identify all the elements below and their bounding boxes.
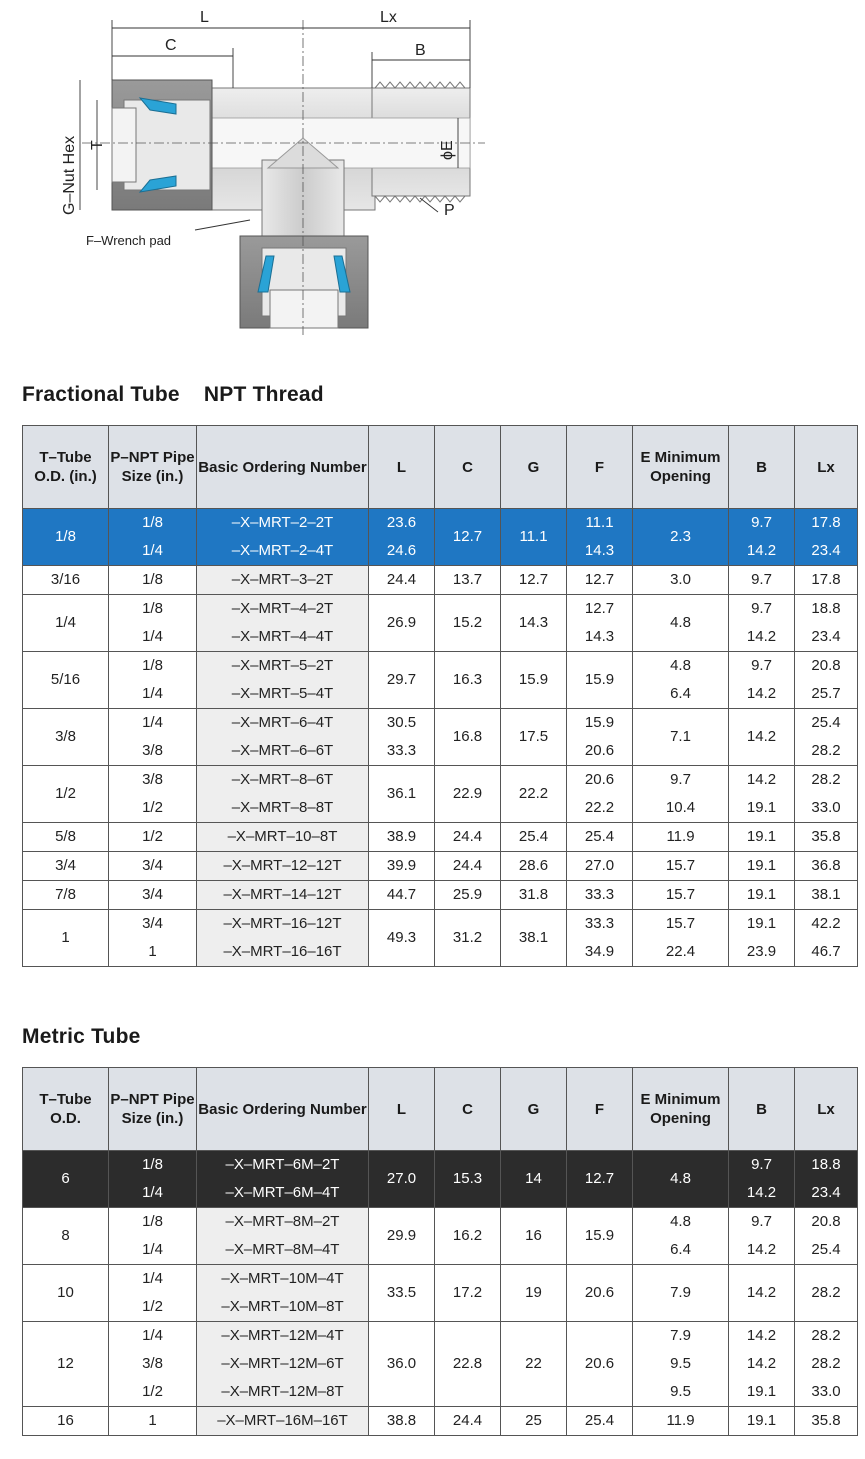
label-B: B — [415, 42, 426, 59]
fractional-table — [22, 425, 858, 967]
cell-g: 12.7 — [501, 566, 567, 595]
cell-g: 25 — [501, 1407, 567, 1436]
cell-f: 33.3 — [567, 881, 633, 910]
cell-t: 8 — [23, 1208, 109, 1265]
cell-ord: –X–MRT–8M–2T –X–MRT–8M–4T — [197, 1208, 369, 1265]
table-row — [23, 509, 858, 566]
header-b: B — [729, 1068, 795, 1151]
cell-ord: –X–MRT–4–2T –X–MRT–4–4T — [197, 595, 369, 652]
cell-f: 12.7 — [567, 566, 633, 595]
cell-lx: 28.2 — [795, 1265, 858, 1322]
cell-c: 13.7 — [435, 566, 501, 595]
cell-g: 31.8 — [501, 881, 567, 910]
cell-g: 38.1 — [501, 910, 567, 967]
cell-g: 22.2 — [501, 766, 567, 823]
cell-p: 1/8 1/4 — [109, 652, 197, 709]
cell-ord: –X–MRT–10–8T — [197, 823, 369, 852]
cell-l: 30.5 33.3 — [369, 709, 435, 766]
cell-l: 38.8 — [369, 1407, 435, 1436]
cell-e: 2.3 — [633, 509, 729, 566]
cell-e: 7.9 9.5 9.5 — [633, 1322, 729, 1407]
table-row — [23, 595, 858, 652]
header-t: T–Tube O.D. (in.) — [23, 426, 109, 509]
cell-p: 1/8 1/4 — [109, 595, 197, 652]
header-g: G — [501, 426, 567, 509]
table-row — [23, 1407, 858, 1436]
cell-f: 15.9 20.6 — [567, 709, 633, 766]
cell-g: 22 — [501, 1322, 567, 1407]
label-P: P — [444, 202, 455, 219]
header-p: P–NPT Pipe Size (in.) — [109, 426, 197, 509]
cell-f: 12.7 14.3 — [567, 595, 633, 652]
cell-l: 29.9 — [369, 1208, 435, 1265]
metric-title: Metric Tube — [22, 1025, 141, 1048]
table-row — [23, 652, 858, 709]
cell-ord: –X–MRT–10M–4T –X–MRT–10M–8T — [197, 1265, 369, 1322]
cell-l: 44.7 — [369, 881, 435, 910]
cell-t: 3/4 — [23, 852, 109, 881]
cell-f: 15.9 — [567, 652, 633, 709]
cell-p: 1/4 1/2 — [109, 1265, 197, 1322]
cell-l: 39.9 — [369, 852, 435, 881]
cell-ord: –X–MRT–16–12T –X–MRT–16–16T — [197, 910, 369, 967]
cell-f: 11.1 14.3 — [567, 509, 633, 566]
table-row — [23, 1265, 858, 1322]
cell-t: 1/4 — [23, 595, 109, 652]
cell-ord: –X–MRT–5–2T –X–MRT–5–4T — [197, 652, 369, 709]
cell-ord: –X–MRT–6–4T –X–MRT–6–6T — [197, 709, 369, 766]
cell-p: 1/4 3/8 — [109, 709, 197, 766]
cell-e: 7.9 — [633, 1265, 729, 1322]
table-row — [23, 1151, 858, 1208]
table-row — [23, 910, 858, 967]
cell-g: 16 — [501, 1208, 567, 1265]
cell-c: 22.9 — [435, 766, 501, 823]
cell-lx: 18.8 23.4 — [795, 595, 858, 652]
cell-p: 1/8 1/4 — [109, 1151, 197, 1208]
table-row — [23, 709, 858, 766]
cell-b: 9.7 14.2 — [729, 1151, 795, 1208]
cell-f: 20.6 22.2 — [567, 766, 633, 823]
cell-t: 10 — [23, 1265, 109, 1322]
table-row — [23, 823, 858, 852]
cell-e: 15.7 — [633, 881, 729, 910]
cell-l: 27.0 — [369, 1151, 435, 1208]
cell-b: 14.2 — [729, 709, 795, 766]
cell-b: 9.7 — [729, 566, 795, 595]
fitting-body — [112, 80, 470, 328]
cell-p: 1/2 — [109, 823, 197, 852]
cell-ord: –X–MRT–6M–2T –X–MRT–6M–4T — [197, 1151, 369, 1208]
header-c: C — [435, 1068, 501, 1151]
cell-l: 26.9 — [369, 595, 435, 652]
label-C: C — [165, 37, 177, 54]
cell-lx: 25.4 28.2 — [795, 709, 858, 766]
cell-l: 38.9 — [369, 823, 435, 852]
cell-g: 25.4 — [501, 823, 567, 852]
cell-t: 1/2 — [23, 766, 109, 823]
cell-f: 20.6 — [567, 1265, 633, 1322]
cell-lx: 20.8 25.4 — [795, 1208, 858, 1265]
cell-f: 25.4 — [567, 823, 633, 852]
header-c: C — [435, 426, 501, 509]
header-ord: Basic Ordering Number — [197, 1068, 369, 1151]
label-E: ϕE — [439, 140, 456, 160]
cell-b: 19.1 — [729, 881, 795, 910]
cell-c: 25.9 — [435, 881, 501, 910]
cell-c: 17.2 — [435, 1265, 501, 1322]
cell-ord: –X–MRT–3–2T — [197, 566, 369, 595]
cell-p: 3/4 — [109, 852, 197, 881]
cell-e: 9.7 10.4 — [633, 766, 729, 823]
cell-f: 27.0 — [567, 852, 633, 881]
cell-c: 31.2 — [435, 910, 501, 967]
table-row — [23, 852, 858, 881]
header-l: L — [369, 1068, 435, 1151]
header-b: B — [729, 426, 795, 509]
fitting-diagram — [0, 0, 520, 345]
label-G: G–Nut Hex — [61, 135, 78, 215]
cell-b: 9.7 14.2 — [729, 652, 795, 709]
label-T: T — [89, 140, 106, 150]
table-row — [23, 1322, 858, 1407]
cell-b: 14.2 19.1 — [729, 766, 795, 823]
cell-lx: 35.8 — [795, 823, 858, 852]
table-row — [23, 766, 858, 823]
cell-b: 9.7 14.2 — [729, 1208, 795, 1265]
cell-lx: 42.2 46.7 — [795, 910, 858, 967]
cell-b: 9.7 14.2 — [729, 509, 795, 566]
cell-b: 19.1 — [729, 823, 795, 852]
cell-g: 14.3 — [501, 595, 567, 652]
header-f: F — [567, 426, 633, 509]
cell-g: 11.1 — [501, 509, 567, 566]
cell-e: 4.8 6.4 — [633, 652, 729, 709]
cell-b: 19.1 — [729, 1407, 795, 1436]
cell-g: 15.9 — [501, 652, 567, 709]
cell-lx: 17.8 23.4 — [795, 509, 858, 566]
cell-e: 11.9 — [633, 1407, 729, 1436]
header-g: G — [501, 1068, 567, 1151]
label-F: F–Wrench pad — [86, 233, 172, 248]
cell-g: 17.5 — [501, 709, 567, 766]
cell-e: 3.0 — [633, 566, 729, 595]
cell-lx: 36.8 — [795, 852, 858, 881]
cell-lx: 18.8 23.4 — [795, 1151, 858, 1208]
cell-ord: –X–MRT–2–2T –X–MRT–2–4T — [197, 509, 369, 566]
cell-ord: –X–MRT–16M–16T — [197, 1407, 369, 1436]
fractional-title: Fractional Tube NPT Thread — [22, 383, 324, 406]
cell-ord: –X–MRT–12M–4T –X–MRT–12M–6T –X–MRT–12M–8T — [197, 1322, 369, 1407]
cell-c: 16.3 — [435, 652, 501, 709]
cell-p: 1/8 — [109, 566, 197, 595]
header-lx: Lx — [795, 1068, 858, 1151]
header-e: E Minimum Opening — [633, 426, 729, 509]
cell-lx: 28.2 28.2 33.0 — [795, 1322, 858, 1407]
header-ord: Basic Ordering Number — [197, 426, 369, 509]
cell-t: 1/8 — [23, 509, 109, 566]
cell-t: 16 — [23, 1407, 109, 1436]
cell-t: 3/16 — [23, 566, 109, 595]
cell-e: 15.7 — [633, 852, 729, 881]
cell-lx: 20.8 25.7 — [795, 652, 858, 709]
cell-b: 14.2 14.2 19.1 — [729, 1322, 795, 1407]
cell-l: 36.1 — [369, 766, 435, 823]
cell-t: 12 — [23, 1322, 109, 1407]
cell-f: 33.3 34.9 — [567, 910, 633, 967]
cell-l: 23.6 24.6 — [369, 509, 435, 566]
cell-f: 25.4 — [567, 1407, 633, 1436]
cell-t: 6 — [23, 1151, 109, 1208]
cell-g: 14 — [501, 1151, 567, 1208]
cell-e: 7.1 — [633, 709, 729, 766]
cell-e: 11.9 — [633, 823, 729, 852]
cell-b: 14.2 — [729, 1265, 795, 1322]
cell-l: 24.4 — [369, 566, 435, 595]
cell-ord: –X–MRT–14–12T — [197, 881, 369, 910]
cell-c: 22.8 — [435, 1322, 501, 1407]
cell-p: 1 — [109, 1407, 197, 1436]
cell-b: 19.1 23.9 — [729, 910, 795, 967]
cell-p: 3/4 1 — [109, 910, 197, 967]
cell-g: 19 — [501, 1265, 567, 1322]
header-lx: Lx — [795, 426, 858, 509]
table-row — [23, 881, 858, 910]
cell-ord: –X–MRT–12–12T — [197, 852, 369, 881]
cell-lx: 17.8 — [795, 566, 858, 595]
cell-p: 1/8 1/4 — [109, 1208, 197, 1265]
header-p: P–NPT Pipe Size (in.) — [109, 1068, 197, 1151]
cell-l: 33.5 — [369, 1265, 435, 1322]
cell-lx: 38.1 — [795, 881, 858, 910]
label-L: L — [200, 9, 209, 26]
label-Lx: Lx — [380, 9, 397, 26]
cell-e: 4.8 — [633, 1151, 729, 1208]
cell-c: 16.8 — [435, 709, 501, 766]
cell-e: 4.8 6.4 — [633, 1208, 729, 1265]
cell-c: 24.4 — [435, 852, 501, 881]
cell-c: 15.2 — [435, 595, 501, 652]
header-e: E Minimum Opening — [633, 1068, 729, 1151]
cell-ord: –X–MRT–8–6T –X–MRT–8–8T — [197, 766, 369, 823]
table-row — [23, 1208, 858, 1265]
cell-p: 1/4 3/8 1/2 — [109, 1322, 197, 1407]
table-row — [23, 566, 858, 595]
header-f: F — [567, 1068, 633, 1151]
cell-t: 7/8 — [23, 881, 109, 910]
cell-l: 29.7 — [369, 652, 435, 709]
metric-table — [22, 1067, 858, 1436]
cell-b: 9.7 14.2 — [729, 595, 795, 652]
cell-f: 20.6 — [567, 1322, 633, 1407]
cell-g: 28.6 — [501, 852, 567, 881]
header-t: T–Tube O.D. — [23, 1068, 109, 1151]
header-l: L — [369, 426, 435, 509]
cell-e: 4.8 — [633, 595, 729, 652]
cell-f: 15.9 — [567, 1208, 633, 1265]
cell-f: 12.7 — [567, 1151, 633, 1208]
cell-t: 1 — [23, 910, 109, 967]
cell-l: 36.0 — [369, 1322, 435, 1407]
cell-t: 5/16 — [23, 652, 109, 709]
cell-c: 12.7 — [435, 509, 501, 566]
cell-t: 3/8 — [23, 709, 109, 766]
cell-c: 24.4 — [435, 823, 501, 852]
cell-lx: 28.2 33.0 — [795, 766, 858, 823]
cell-c: 24.4 — [435, 1407, 501, 1436]
cell-b: 19.1 — [729, 852, 795, 881]
cell-e: 15.7 22.4 — [633, 910, 729, 967]
cell-lx: 35.8 — [795, 1407, 858, 1436]
cell-p: 3/8 1/2 — [109, 766, 197, 823]
cell-t: 5/8 — [23, 823, 109, 852]
cell-p: 3/4 — [109, 881, 197, 910]
cell-p: 1/8 1/4 — [109, 509, 197, 566]
cell-l: 49.3 — [369, 910, 435, 967]
cell-c: 16.2 — [435, 1208, 501, 1265]
cell-c: 15.3 — [435, 1151, 501, 1208]
